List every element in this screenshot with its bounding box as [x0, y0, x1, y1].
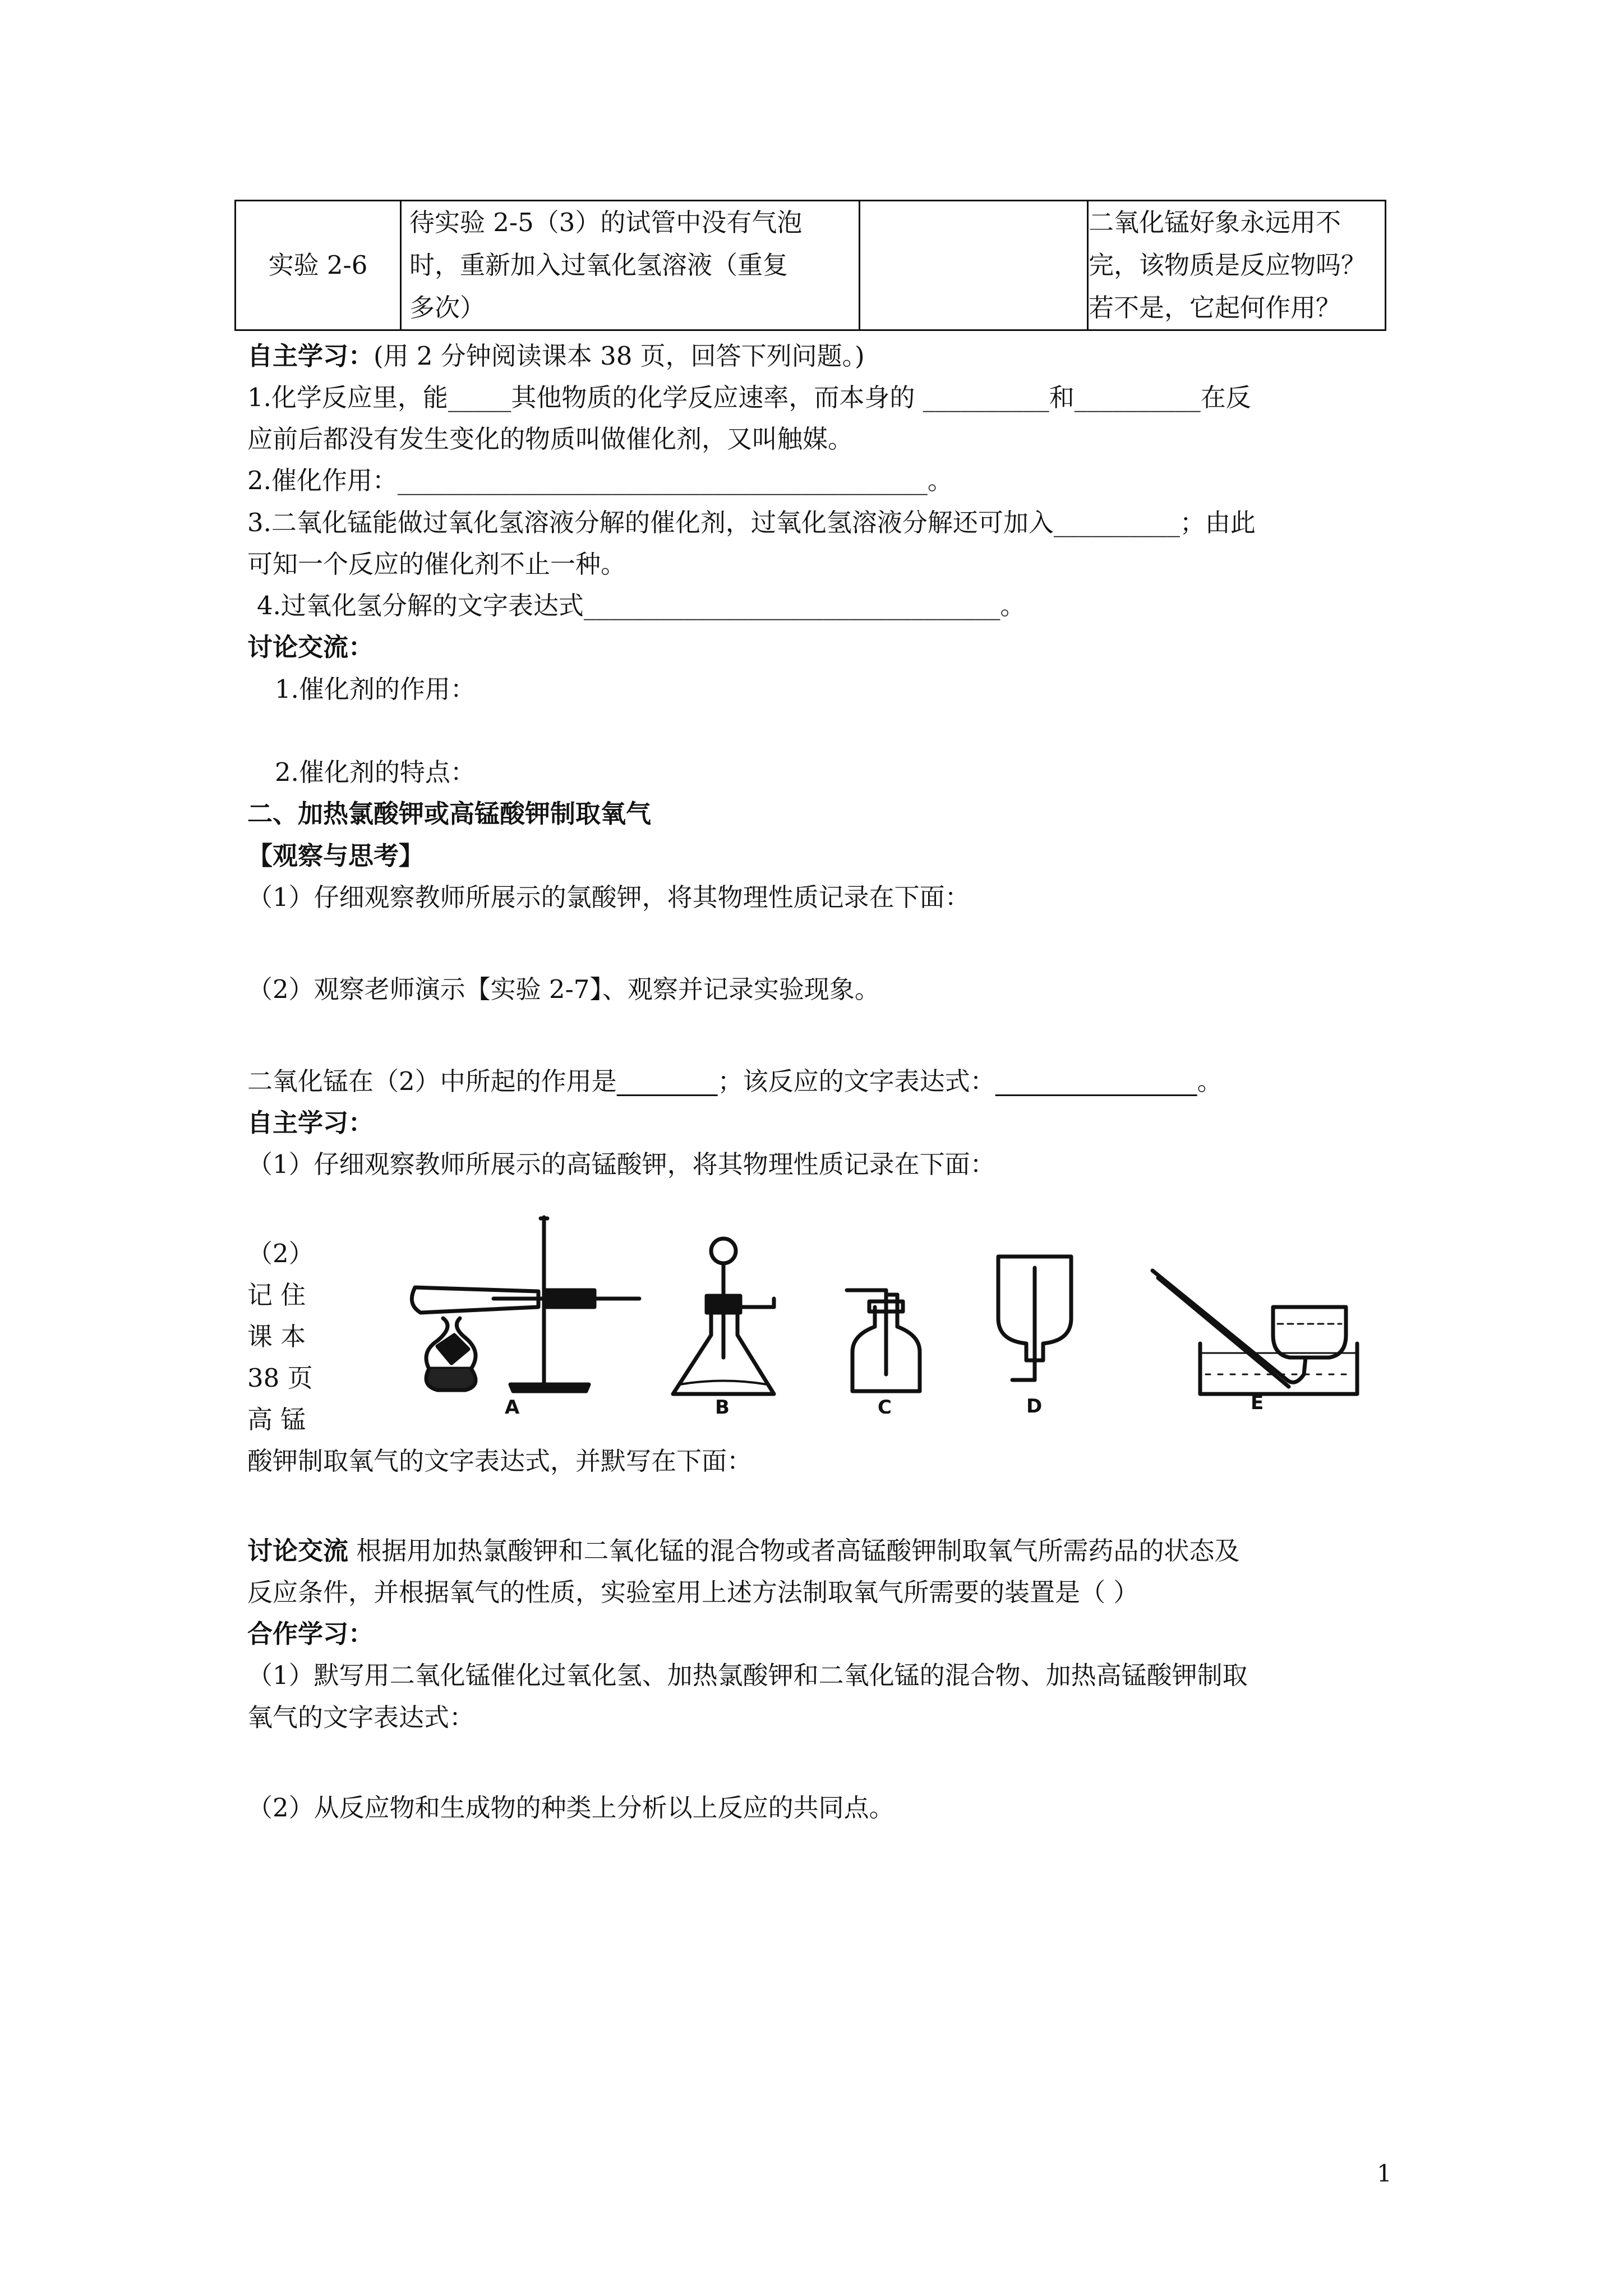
cooperative-item-1-line-1: （1）默写用二氧化锰催化过氧化氢、加热氯酸钾和二氧化锰的混合物、加热高锰酸钾制取: [247, 1660, 1248, 1690]
discussion-2-heading: 讨论交流: [247, 1536, 349, 1566]
self-study-2-item-2-end: 酸钾制取氧气的文字表达式，并默写在下面：: [247, 1446, 753, 1476]
cooperative-item-2: （2）从反应物和生成物的种类上分析以上反应的共同点。: [247, 1793, 895, 1823]
observe-heading: 【观察与思考】: [247, 841, 425, 871]
apparatus-a: [412, 1217, 639, 1391]
self-study-1: [247, 334, 865, 378]
discussion-item-2: 2.催化剂的特点：: [275, 757, 476, 787]
apparatus-figure: [404, 1206, 1368, 1414]
section-2-heading: 二、加热氯酸钾或高锰酸钾制取氧气: [247, 799, 652, 829]
page-number: 1: [1377, 2160, 1392, 2187]
self-study-2-heading: 自主学习：: [247, 1108, 374, 1138]
experiment-label: 实验 2-6: [236, 201, 401, 330]
observe-item-1: （1）仔细观察教师所展示的氯酸钾，将其物理性质记录在下面：: [247, 882, 970, 912]
mno2-role-line: 二氧化锰在（2）中所起的作用是 ；该反应的文字表达式： 。: [247, 1066, 1223, 1096]
self-study-intro: (用 2 分钟阅读课本 38 页，回答下列问题。): [374, 341, 865, 371]
figure-label-a: A: [505, 1396, 520, 1414]
experiment-procedure: 待实验 2-5（3）的试管中没有气泡 时，重新加入过氧化氢溶液（重复 多次）: [401, 201, 860, 330]
apparatus-e: [1152, 1271, 1357, 1394]
table-row: [236, 201, 1386, 330]
question-1-line-1: 1.化学反应里，能_____其他物质的化学反应速率，而本身的 __________和__________在反: [247, 383, 1251, 412]
question-3-line-1: 3.二氧化锰能做过氧化氢溶液分解的催化剂，过氧化氢溶液分解还可加入__________；由此: [247, 508, 1256, 537]
question-2: 2.催化作用：__________________________________________。: [247, 466, 953, 495]
discussion-heading: 讨论交流：: [247, 632, 374, 662]
side-line-5: 高 锰: [247, 1405, 306, 1434]
side-line-3: 课 本: [247, 1322, 306, 1351]
cooperative-heading: 合作学习：: [247, 1619, 374, 1649]
blank-role: [617, 1066, 718, 1096]
side-line-4: 38 页: [247, 1363, 313, 1393]
question-1-line-2: 应前后都没有发生变化的物质叫做催化剂，又叫触媒。: [247, 424, 854, 454]
experiment-phenomenon: [860, 201, 1088, 330]
discussion-item-1: 1.催化剂的作用：: [275, 674, 476, 704]
figure-label-c: C: [878, 1396, 892, 1414]
question-4: 4.过氧化氢分解的文字表达式_________________________________。: [257, 591, 1026, 620]
question-3-line-2: 可知一个反应的催化剂不止一种。: [247, 549, 626, 579]
side-line-1: （2）: [247, 1239, 314, 1268]
figure-label-b: B: [715, 1396, 730, 1414]
discussion-2-line-2: 反应条件，并根据氧气的性质，实验室用上述方法制取氧气所需要的装置是（ ）: [247, 1577, 1139, 1607]
discussion-2-line-1: 讨论交流 根据用加热氯酸钾和二氧化锰的混合物或者高锰酸钾制取氧气所需药品的状态及: [247, 1536, 1240, 1566]
self-study-heading: 自主学习：: [247, 341, 374, 371]
cooperative-item-1-line-2: 氧气的文字表达式：: [247, 1703, 475, 1732]
observe-item-2: （2）观察老师演示【实验 2-7】、观察并记录实验现象。: [247, 974, 880, 1004]
apparatus-c: [847, 1290, 920, 1391]
apparatus-d: [998, 1257, 1071, 1380]
figure-label-d: D: [1026, 1395, 1043, 1414]
apparatus-b: [673, 1239, 774, 1394]
self-study-2-item-1: （1）仔细观察教师所展示的高锰酸钾，将其物理性质记录在下面：: [247, 1149, 995, 1179]
side-line-2: 记 住: [247, 1280, 306, 1310]
experiment-table: [234, 200, 1386, 331]
blank-expression: [995, 1066, 1197, 1096]
experiment-question: 二氧化锰好象永远用不 完，该物质是反应物吗？ 若不是，它起何作用？: [1088, 201, 1386, 330]
figure-label-e: E: [1251, 1392, 1264, 1414]
